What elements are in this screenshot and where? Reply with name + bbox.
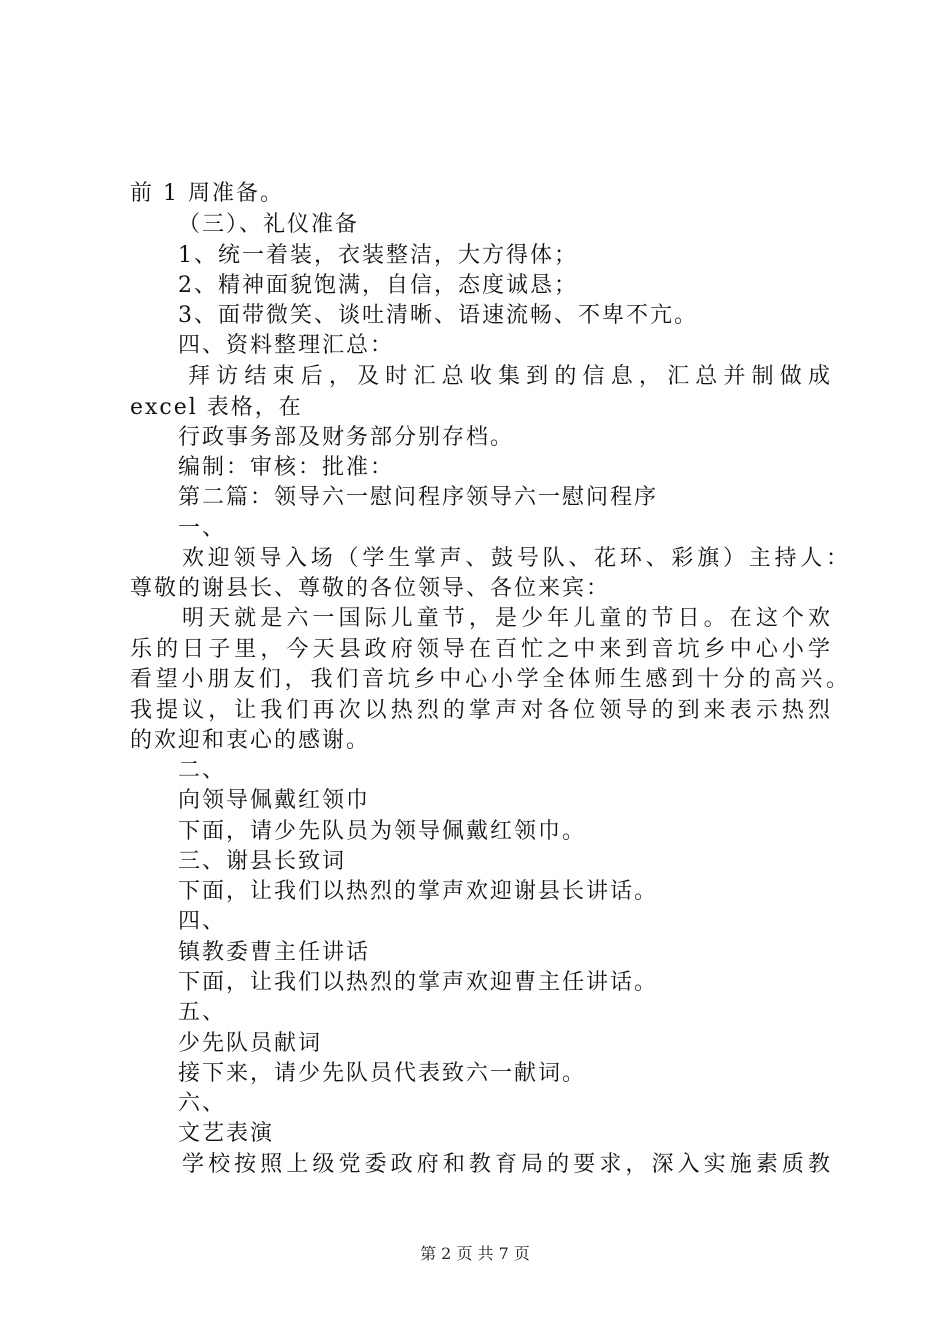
section-number: 二、 (178, 758, 227, 783)
item-title: 镇教委曹主任讲话 (178, 940, 371, 965)
paragraph-line: 学校按照上级党委政府和教育局的要求，深入实施素质教 (182, 1152, 830, 1177)
text-line: 前 1 周准备。 (130, 181, 284, 206)
list-item: 3、面带微笑、谈吐清晰、语速流畅、不卑不亢。 (178, 303, 698, 328)
item-title: 少先队员献词 (178, 1031, 323, 1056)
signature-line: 编制：审核：批准： (178, 455, 395, 480)
paragraph-line: 下面，让我们以热烈的掌声欢迎谢县长讲话。 (178, 879, 659, 904)
list-item: 2、精神面貌饱满，自信，态度诚恳； (178, 273, 578, 298)
paragraph-line: 下面，让我们以热烈的掌声欢迎曹主任讲话。 (178, 970, 659, 995)
section-heading: 四、资料整理汇总： (178, 333, 395, 358)
paragraph-line: 我提议，让我们再次以热烈的掌声对各位领导的到来表示热烈 (130, 698, 830, 723)
paragraph-line: 欢迎领导入场（学生掌声、鼓号队、花环、彩旗）主持人： (182, 546, 848, 571)
chapter-title: 第二篇：领导六一慰问程序领导六一慰问程序 (178, 485, 659, 510)
paragraph-line: 乐的日子里，今天县政府领导在百忙之中来到音坑乡中心小学 (130, 637, 830, 662)
page-footer: 第 2 页 共 7 页 (420, 1244, 530, 1263)
item-title: 向领导佩戴红领巾 (178, 788, 371, 813)
section-number: 四、 (178, 909, 227, 934)
paragraph-line: 拜访结束后，及时汇总收集到的信息，汇总并制做成 (188, 364, 830, 389)
paragraph-line: 明天就是六一国际儿童节，是少年儿童的节日。在这个欢 (182, 606, 830, 631)
paragraph-line: 接下来，请少先队员代表致六一献词。 (178, 1061, 587, 1086)
item-title: 文艺表演 (178, 1121, 275, 1146)
list-item: 1、统一着装，衣装整洁，大方得体； (178, 243, 578, 268)
section-number: 五、 (178, 1000, 227, 1025)
paragraph-line: 的欢迎和衷心的感谢。 (130, 728, 371, 753)
section-number: 六、 (178, 1091, 227, 1116)
paragraph-line: 下面，请少先队员为领导佩戴红领巾。 (178, 819, 587, 844)
item-title: 三、谢县长致词 (178, 849, 347, 874)
section-number: 一、 (178, 516, 227, 541)
paragraph-line: 看望小朋友们，我们音坑乡中心小学全体师生感到十分的高兴。 (130, 667, 848, 692)
paragraph-line: 尊敬的谢县长、尊敬的各位领导、各位来宾： (130, 576, 611, 601)
paragraph-line: 行政事务部及财务部分别存档。 (178, 425, 515, 450)
section-heading: （三）、礼仪准备 (178, 212, 360, 237)
paragraph-line: excel 表格，在 (130, 395, 303, 420)
